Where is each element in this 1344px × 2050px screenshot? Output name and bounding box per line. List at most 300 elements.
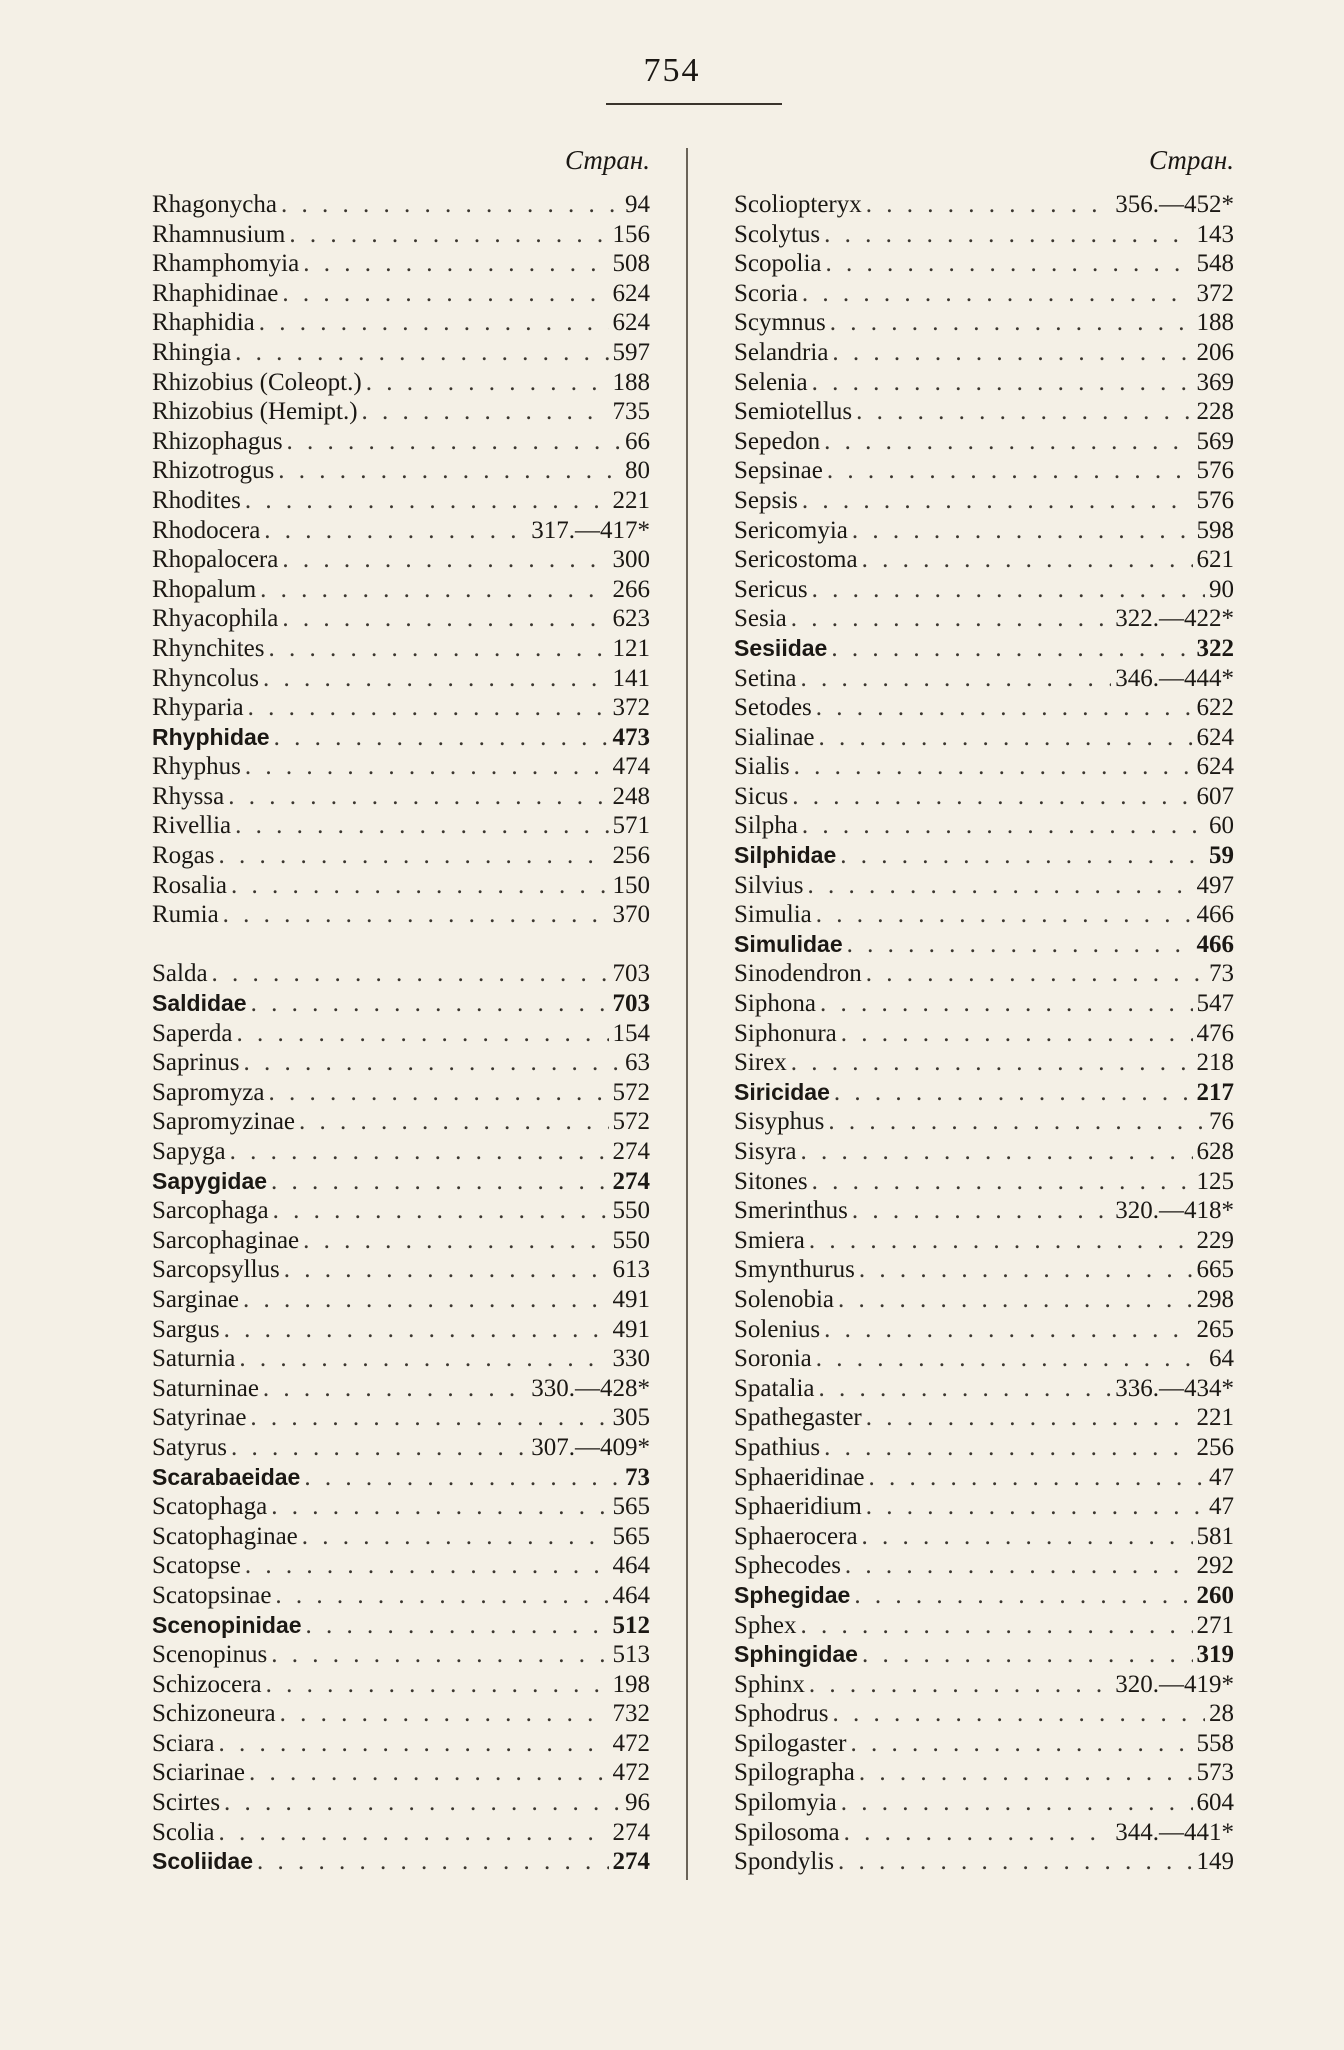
dot-leader	[282, 279, 608, 309]
index-entry	[152, 249, 650, 279]
page-reference: 491	[612, 1315, 650, 1343]
dot-leader	[794, 752, 1193, 782]
index-term: Scenopinidae	[152, 1611, 302, 1638]
index-entry	[152, 338, 650, 368]
index-entry	[734, 1463, 1234, 1493]
dot-leader	[854, 1581, 1192, 1611]
page-reference: 512	[612, 1611, 650, 1639]
index-entry	[734, 1670, 1234, 1700]
dot-leader	[275, 1581, 608, 1611]
index-entry	[152, 368, 650, 398]
index-entry	[152, 752, 650, 782]
index-term: Soronia	[734, 1345, 812, 1373]
index-entry	[734, 752, 1234, 782]
index-entry	[734, 1433, 1234, 1463]
dot-leader	[244, 1048, 622, 1078]
index-term: Scatophaginae	[152, 1522, 298, 1550]
index-entry	[734, 338, 1234, 368]
dot-leader	[841, 1019, 1193, 1049]
page-reference: 624	[1196, 753, 1234, 781]
page-reference: 565	[612, 1522, 650, 1550]
index-term: Saperda	[152, 1019, 233, 1047]
page-reference: 474	[612, 753, 650, 781]
index-entry	[152, 1670, 650, 1700]
page-reference: 319	[1196, 1641, 1234, 1669]
index-entry	[152, 456, 650, 486]
dot-leader	[824, 427, 1192, 457]
page-reference: 466	[1196, 901, 1234, 929]
dot-leader	[809, 1670, 1111, 1700]
dot-leader	[245, 1551, 609, 1581]
page-reference: 229	[1196, 1226, 1234, 1254]
index-term: Sisyra	[734, 1138, 797, 1165]
dot-leader	[303, 1226, 608, 1256]
index-term: Sphodrus	[734, 1700, 829, 1728]
dot-leader	[235, 811, 608, 841]
index-term: Sericus	[734, 575, 808, 603]
index-entry	[152, 1019, 650, 1049]
index-entry	[152, 1581, 650, 1611]
dot-leader	[219, 1818, 609, 1848]
page-reference: 156	[612, 220, 650, 248]
index-term: Scoliidae	[152, 1848, 253, 1875]
index-term: Sericomyia	[734, 516, 848, 544]
index-entry	[734, 1226, 1234, 1256]
page-reference: 356.—452*	[1115, 191, 1234, 218]
page-reference: 372	[612, 694, 650, 722]
index-entry	[152, 1226, 650, 1256]
index-term: Scenopinus	[152, 1641, 268, 1669]
index-term: Rhingia	[152, 338, 232, 366]
index-term: Rhaphidinae	[152, 279, 279, 307]
dot-leader	[866, 1492, 1205, 1522]
section-gap	[152, 930, 650, 960]
page-reference: 581	[1196, 1522, 1234, 1550]
page-reference: 63	[625, 1049, 650, 1077]
dot-leader	[248, 693, 609, 723]
page-reference: 346.—444*	[1115, 664, 1234, 692]
page-reference: 370	[612, 901, 650, 929]
dot-leader	[287, 427, 621, 457]
dot-leader	[219, 841, 609, 871]
dot-leader	[812, 575, 1205, 605]
index-entry	[734, 634, 1234, 664]
page-reference: 320.—418*	[1115, 1197, 1234, 1225]
page-reference: 547	[1196, 990, 1234, 1018]
page-reference: 476	[1196, 1019, 1234, 1047]
dot-leader	[838, 1285, 1193, 1315]
dot-leader	[284, 1255, 609, 1285]
index-entry	[734, 1699, 1234, 1729]
index-entry	[734, 1285, 1234, 1315]
index-term: Rhamnusium	[152, 220, 286, 248]
dot-leader	[271, 1167, 608, 1197]
page-reference: 624	[612, 309, 650, 337]
page-reference: 571	[612, 812, 650, 840]
index-term: Scoliopteryx	[734, 191, 862, 218]
dot-leader	[263, 664, 609, 694]
dot-leader	[274, 723, 609, 753]
dot-leader	[245, 752, 609, 782]
index-term: Rhyparia	[152, 694, 244, 722]
page-reference: 604	[1196, 1789, 1234, 1817]
page-reference: 597	[612, 338, 650, 366]
index-entry	[734, 1611, 1234, 1641]
index-entry	[734, 575, 1234, 605]
index-term: Rhyssa	[152, 782, 225, 810]
page-reference: 464	[612, 1581, 650, 1609]
index-entry	[152, 1285, 650, 1315]
index-entry	[152, 1078, 650, 1108]
page-reference: 73	[1209, 960, 1234, 988]
index-entry	[152, 220, 650, 250]
index-entry	[152, 1758, 650, 1788]
index-term: Spathegaster	[734, 1404, 862, 1432]
index-term: Sphaeridium	[734, 1493, 862, 1521]
index-entry	[734, 782, 1234, 812]
index-term: Smerinthus	[734, 1197, 848, 1225]
dot-leader	[834, 1078, 1193, 1108]
index-term: Solenius	[734, 1315, 821, 1343]
index-term: Spatalia	[734, 1374, 815, 1402]
index-entry	[734, 1492, 1234, 1522]
page-reference: 598	[1196, 516, 1234, 544]
dot-leader	[866, 1403, 1193, 1433]
index-term: Rhynchites	[152, 634, 265, 662]
page-reference: 621	[1196, 546, 1234, 574]
page-reference: 59	[1209, 842, 1234, 870]
index-entry	[734, 1640, 1234, 1670]
page-reference: 265	[1196, 1315, 1234, 1343]
dot-leader	[816, 900, 1193, 930]
index-term: Sarcophaga	[152, 1197, 269, 1225]
index-entry	[152, 516, 650, 546]
index-term: Smiera	[734, 1226, 805, 1254]
index-term: Schizoneura	[152, 1700, 276, 1728]
index-term: Scatopse	[152, 1552, 241, 1580]
index-term: Setina	[734, 664, 797, 692]
index-term: Sericostoma	[734, 546, 858, 574]
index-entry	[734, 1551, 1234, 1581]
dot-leader	[862, 1640, 1193, 1670]
index-term: Salda	[152, 960, 208, 988]
index-term: Rhodites	[152, 486, 241, 514]
index-entry	[734, 279, 1234, 309]
page-reference: 125	[1196, 1167, 1234, 1195]
page-reference: 274	[612, 1818, 650, 1846]
index-entry	[152, 1729, 650, 1759]
dot-leader	[847, 930, 1193, 960]
column-divider	[686, 148, 688, 1880]
index-entry	[734, 723, 1234, 753]
index-term: Scirtes	[152, 1789, 221, 1817]
index-term: Rhizobius (Coleopt.)	[152, 368, 362, 396]
dot-leader	[243, 1285, 608, 1315]
index-term: Sinodendron	[734, 960, 862, 988]
dot-leader	[831, 634, 1192, 664]
dot-leader	[801, 664, 1112, 694]
index-term: Rhodocera	[152, 516, 261, 544]
page-reference: 80	[625, 457, 650, 485]
index-entry	[734, 900, 1234, 930]
index-term: Sicus	[734, 782, 789, 810]
index-term: Scatophaga	[152, 1493, 268, 1521]
page-reference: 665	[1196, 1256, 1234, 1284]
index-entry	[152, 1137, 650, 1167]
index-term: Selenia	[734, 368, 808, 396]
index-term: Rhizobius (Hemipt.)	[152, 398, 358, 426]
page-reference: 569	[1196, 427, 1234, 455]
page-reference: 628	[1196, 1138, 1234, 1165]
page-reference: 372	[1196, 279, 1234, 307]
index-term: Rhopalum	[152, 575, 257, 603]
index-entry	[734, 871, 1234, 901]
index-entry	[734, 989, 1234, 1019]
index-entry	[152, 900, 650, 930]
index-entry	[152, 634, 650, 664]
page-number: 754	[643, 52, 701, 89]
index-term: Rhyncolus	[152, 664, 259, 692]
index-term: Siphona	[734, 990, 816, 1018]
dot-leader	[257, 1847, 609, 1877]
index-entry	[734, 1167, 1234, 1197]
index-entry	[152, 1107, 650, 1137]
index-term: Spondylis	[734, 1848, 835, 1876]
index-entry	[734, 1315, 1234, 1345]
page-reference: 271	[1196, 1611, 1234, 1639]
index-entry	[734, 930, 1234, 960]
page-reference: 550	[612, 1197, 650, 1225]
index-term: Silphidae	[734, 842, 837, 869]
index-entry	[152, 664, 650, 694]
dot-leader	[250, 1403, 608, 1433]
index-term: Spilogaster	[734, 1729, 847, 1757]
dot-leader	[869, 1463, 1205, 1493]
index-term: Rhizotrogus	[152, 457, 275, 485]
page-reference: 266	[612, 575, 650, 603]
index-term: Setodes	[734, 694, 812, 722]
index-entry	[152, 1640, 650, 1670]
index-term: Sitones	[734, 1167, 808, 1195]
page-reference: 198	[612, 1670, 650, 1698]
page-reference: 154	[612, 1019, 650, 1047]
index-entry	[152, 1699, 650, 1729]
index-entry	[152, 604, 650, 634]
dot-leader	[263, 1374, 527, 1404]
index-term: Scymnus	[734, 309, 826, 337]
index-entry	[152, 693, 650, 723]
dot-leader	[366, 368, 609, 398]
page-reference: 330	[612, 1345, 650, 1373]
dot-leader	[302, 1522, 609, 1552]
index-entry	[734, 486, 1234, 516]
index-term: Sialinae	[734, 723, 815, 751]
page-reference: 572	[612, 1078, 650, 1106]
dot-leader	[260, 575, 608, 605]
dot-leader	[824, 1433, 1192, 1463]
index-entry	[152, 989, 650, 1019]
page-reference: 735	[612, 398, 650, 426]
entry-list-left	[152, 190, 650, 1877]
page-reference: 47	[1209, 1463, 1234, 1491]
index-term: Sesia	[734, 605, 787, 633]
index-entry	[734, 1078, 1234, 1108]
dot-leader	[824, 220, 1192, 250]
index-entry	[152, 1374, 650, 1404]
index-entry	[152, 1315, 650, 1345]
index-entry	[734, 1522, 1234, 1552]
page-reference: 472	[612, 1759, 650, 1787]
page-reference: 623	[612, 605, 650, 633]
page-reference: 274	[612, 1848, 650, 1876]
page-reference: 218	[1196, 1049, 1234, 1077]
index-entry	[734, 1374, 1234, 1404]
dot-leader	[282, 604, 608, 634]
page-reference: 274	[612, 1167, 650, 1195]
index-term: Rhyphus	[152, 753, 241, 781]
page-reference: 508	[612, 250, 650, 278]
dot-leader	[859, 1758, 1193, 1788]
index-term: Rhopalocera	[152, 546, 279, 574]
index-entry	[152, 723, 650, 753]
index-entry	[152, 959, 650, 989]
dot-leader	[801, 1611, 1193, 1641]
index-term: Sapyga	[152, 1138, 226, 1165]
index-term: Scopolia	[734, 250, 822, 278]
page-reference: 573	[1196, 1759, 1234, 1787]
index-term: Sarcopsyllus	[152, 1256, 280, 1284]
page-reference: 305	[612, 1404, 650, 1432]
page-reference: 558	[1196, 1729, 1234, 1757]
index-entry	[734, 1019, 1234, 1049]
page-reference: 624	[612, 279, 650, 307]
dot-leader	[845, 1551, 1193, 1581]
page-reference: 317.—417*	[531, 516, 650, 544]
index-term: Rumia	[152, 901, 219, 929]
dot-leader	[844, 1818, 1112, 1848]
index-entry	[152, 1403, 650, 1433]
index-entry	[734, 1758, 1234, 1788]
index-column-left	[152, 140, 650, 1877]
dot-leader	[289, 220, 608, 250]
dot-leader	[223, 900, 609, 930]
index-term: Scatopsinae	[152, 1581, 272, 1609]
index-entry	[734, 1344, 1234, 1374]
page-reference: 64	[1209, 1345, 1234, 1373]
dot-leader	[218, 1729, 608, 1759]
index-entry	[152, 1847, 650, 1877]
index-term: Selandria	[734, 338, 829, 366]
index-term: Sesiidae	[734, 634, 828, 661]
dot-leader	[304, 1463, 621, 1493]
index-term: Sepedon	[734, 427, 821, 455]
index-term: Satyrinae	[152, 1404, 247, 1432]
page-reference: 472	[612, 1729, 650, 1757]
page-reference: 298	[1196, 1285, 1234, 1313]
dot-leader	[268, 1078, 608, 1108]
page-reference: 141	[612, 664, 650, 692]
dot-leader	[230, 1137, 609, 1167]
index-term: Sialis	[734, 753, 790, 781]
dot-leader	[281, 190, 621, 220]
page-reference: 703	[612, 990, 650, 1018]
page-reference: 703	[612, 960, 650, 988]
dot-leader	[859, 1255, 1193, 1285]
index-entry	[734, 427, 1234, 457]
page-reference: 576	[1196, 457, 1234, 485]
index-entry	[152, 575, 650, 605]
page-reference: 613	[612, 1256, 650, 1284]
index-term: Saldidae	[152, 990, 247, 1017]
dot-leader	[282, 545, 608, 575]
index-entry	[734, 545, 1234, 575]
entry-list-right	[734, 190, 1234, 1877]
dot-leader	[224, 1788, 621, 1818]
index-entry	[734, 1581, 1234, 1611]
page-reference: 576	[1196, 486, 1234, 514]
index-term: Siphonura	[734, 1019, 837, 1047]
page-reference: 464	[612, 1552, 650, 1580]
dot-leader	[832, 1699, 1205, 1729]
dot-leader	[792, 782, 1192, 812]
dot-leader	[824, 1315, 1192, 1345]
index-term: Sisyphus	[734, 1108, 825, 1136]
dot-leader	[231, 871, 609, 901]
dot-leader	[259, 308, 609, 338]
index-term: Spathius	[734, 1433, 821, 1461]
dot-leader	[303, 249, 608, 279]
dot-leader	[237, 1019, 609, 1049]
dot-leader	[832, 338, 1192, 368]
index-entry	[734, 1403, 1234, 1433]
index-entry	[734, 959, 1234, 989]
dot-leader	[866, 959, 1205, 989]
dot-leader	[840, 841, 1205, 871]
index-term: Schizocera	[152, 1670, 262, 1698]
index-term: Scolia	[152, 1818, 215, 1846]
dot-leader	[278, 456, 621, 486]
page-reference: 206	[1196, 338, 1234, 366]
index-entry	[152, 1344, 650, 1374]
index-entry	[734, 368, 1234, 398]
index-entry	[734, 308, 1234, 338]
page-reference: 96	[625, 1789, 650, 1817]
index-term: Sphaeridinae	[734, 1463, 865, 1491]
page-reference: 466	[1196, 930, 1234, 958]
dot-leader	[812, 1167, 1193, 1197]
page-reference: 188	[612, 368, 650, 396]
index-term: Sapygidae	[152, 1167, 268, 1194]
page-reference: 548	[1196, 250, 1234, 278]
index-entry	[152, 1048, 650, 1078]
index-entry	[734, 693, 1234, 723]
index-entry	[152, 1522, 650, 1552]
page-reference: 143	[1196, 220, 1234, 248]
page-reference: 300	[612, 546, 650, 574]
page-reference: 60	[1209, 812, 1234, 840]
index-term: Sirex	[734, 1049, 787, 1077]
page-reference: 73	[625, 1463, 650, 1491]
dot-leader	[245, 486, 609, 516]
dot-leader	[830, 308, 1193, 338]
index-term: Rhyphidae	[152, 723, 270, 750]
index-term: Rhamphomyia	[152, 250, 300, 278]
page-reference: 260	[1196, 1581, 1234, 1609]
dot-leader	[280, 1699, 609, 1729]
page-reference: 221	[612, 486, 650, 514]
index-entry	[734, 1196, 1234, 1226]
index-entry	[152, 1433, 650, 1463]
